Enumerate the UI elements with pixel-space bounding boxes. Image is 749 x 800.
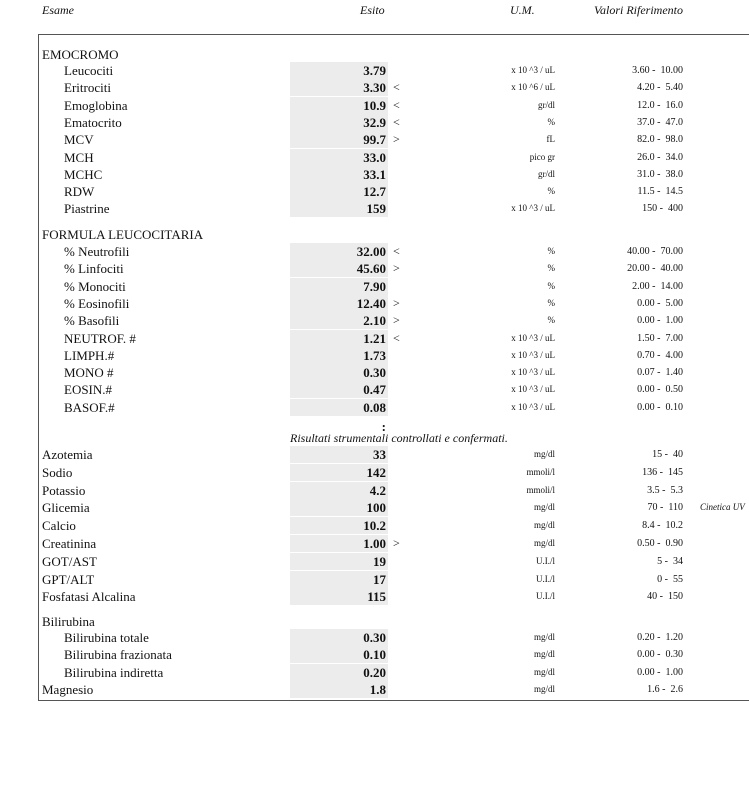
test-value: 33.0 [363, 149, 386, 165]
result-row [0, 646, 749, 663]
test-value: 0.08 [363, 399, 386, 415]
result-row [0, 629, 749, 646]
reference-range: 0.07 - 1.40 [637, 367, 683, 379]
result-row [0, 571, 749, 588]
results-note: Risultati strumentali controllati e confermati. [290, 431, 508, 445]
test-name: Calcio [42, 518, 76, 534]
test-value: 0.20 [363, 664, 386, 680]
test-value: 99.7 [363, 132, 386, 148]
out-of-range-flag: > [393, 261, 400, 276]
test-value: 0.30 [363, 630, 386, 645]
result-row [0, 312, 749, 329]
reference-range: 2.00 - 14.00 [632, 280, 683, 292]
test-value: 0.10 [363, 647, 386, 663]
unit: mg/dl [533, 684, 555, 694]
test-value: 45.60 [356, 261, 386, 277]
test-value: 1.73 [363, 347, 386, 363]
reference-range: 1.50 - 7.00 [637, 332, 683, 344]
test-value: 33 [373, 447, 386, 462]
unit: U.I./l [536, 591, 555, 602]
test-value: 1.8 [369, 682, 386, 697]
out-of-range-flag: < [393, 114, 400, 129]
test-name: BASOF.# [64, 399, 115, 415]
unit: mg/dl [533, 632, 555, 642]
result-row [0, 330, 749, 347]
test-value: 1.21 [363, 330, 386, 346]
test-value: 19 [373, 553, 386, 569]
section-bilirubina: Bilirubina [42, 614, 95, 629]
test-name: Eritrociti [64, 80, 111, 96]
result-row [0, 535, 749, 552]
test-value: 0.30 [363, 365, 386, 381]
out-of-range-flag: < [393, 97, 400, 112]
unit: fL [546, 134, 555, 145]
unit: mg/dl [533, 666, 555, 677]
header-esame: Esame [42, 3, 74, 17]
unit: mmoli/l [526, 484, 555, 495]
reference-range: 26.0 - 34.0 [637, 151, 683, 163]
out-of-range-flag: > [393, 295, 400, 310]
test-value: 115 [367, 589, 386, 605]
unit: x 10 ^3 / uL [511, 65, 555, 75]
unit: mg/dl [533, 449, 555, 459]
section-formula: FORMULA LEUCOCITARIA [42, 227, 204, 242]
unit: pico gr [529, 151, 555, 162]
test-name: Glicemia [42, 500, 90, 516]
note-row [0, 430, 749, 447]
unit: % [547, 246, 555, 256]
reference-range: 3.5 - 5.3 [647, 484, 683, 496]
test-value: 100 [366, 500, 386, 516]
result-row [0, 664, 749, 681]
unit: gr/dl [538, 99, 555, 110]
reference-range: 12.0 - 16.0 [637, 99, 683, 111]
unit: x 10 ^3 / uL [511, 332, 555, 343]
reference-range: 3.60 - 10.00 [632, 65, 683, 76]
out-of-range-flag: < [393, 244, 400, 258]
test-value: 4.2 [369, 482, 386, 498]
result-row [0, 499, 749, 516]
test-name: LIMPH.# [64, 347, 115, 363]
result-row [0, 131, 749, 148]
test-value: 10.2 [363, 518, 386, 534]
test-name: Piastrine [64, 201, 110, 217]
reference-range: 0.00 - 1.00 [637, 666, 683, 678]
test-name: MCV [64, 132, 94, 148]
test-name: Fosfatasi Alcalina [42, 589, 136, 605]
test-value: 33.1 [363, 166, 386, 182]
reference-range: 4.20 - 5.40 [637, 82, 683, 94]
unit: x 10 ^3 / uL [511, 384, 555, 395]
reference-range: 40.00 - 70.00 [627, 246, 683, 257]
reference-range: 136 - 145 [642, 466, 683, 478]
reference-range: 82.0 - 98.0 [637, 134, 683, 146]
result-row [0, 295, 749, 312]
unit: x 10 ^6 / uL [511, 82, 555, 93]
unit: x 10 ^3 / uL [511, 203, 555, 214]
test-name: Magnesio [42, 682, 94, 697]
reference-range: 31.0 - 38.0 [637, 168, 683, 180]
result-row [0, 278, 749, 295]
reference-range: 0 - 55 [657, 573, 683, 585]
test-name: Bilirubina totale [64, 630, 149, 645]
test-value: 32.9 [363, 114, 386, 130]
test-name: EOSIN.# [64, 382, 113, 398]
result-row [0, 681, 749, 698]
unit: U.I./l [536, 573, 555, 584]
unit: % [547, 315, 555, 326]
reference-range: 70 - 110 [647, 502, 683, 514]
test-name: % Basofili [64, 313, 120, 329]
reference-range: 0.00 - 0.30 [637, 649, 683, 661]
result-row [0, 200, 749, 217]
result-row [0, 243, 749, 260]
test-name: Ematocrito [64, 114, 122, 130]
test-name: Emoglobina [64, 97, 128, 113]
out-of-range-flag: > [393, 536, 400, 550]
out-of-range-flag: > [393, 313, 400, 328]
unit: x 10 ^3 / uL [511, 367, 555, 378]
test-name: GOT/AST [42, 553, 97, 569]
result-row [0, 399, 749, 416]
test-value: 12.7 [363, 184, 386, 200]
unit: mg/dl [533, 649, 555, 660]
reference-range: 0.00 - 0.10 [637, 401, 683, 413]
test-name: Azotemia [42, 447, 93, 462]
reference-range: 0.00 - 1.00 [637, 315, 683, 327]
method: Cinetica UV [700, 502, 745, 513]
reference-range: 11.5 - 14.5 [637, 186, 683, 198]
test-name: % Monociti [64, 278, 126, 294]
reference-range: 0.50 - 0.90 [637, 538, 683, 549]
result-row [0, 464, 749, 481]
reference-range: 5 - 34 [657, 555, 683, 567]
unit: mg/dl [533, 538, 555, 548]
result-row [0, 446, 749, 463]
test-name: GPT/ALT [42, 571, 95, 587]
result-row [0, 114, 749, 131]
result-row [0, 381, 749, 398]
test-value: 0.47 [363, 382, 386, 398]
reference-range: 0.20 - 1.20 [637, 632, 683, 643]
result-row [0, 482, 749, 499]
out-of-range-flag: < [393, 330, 400, 345]
test-value: 2.10 [363, 313, 386, 329]
reference-range: 20.00 - 40.00 [627, 263, 683, 275]
reference-range: 0.70 - 4.00 [637, 349, 683, 361]
test-name: Bilirubina frazionata [64, 647, 172, 663]
test-name: NEUTROF. # [64, 330, 136, 346]
reference-range: 37.0 - 47.0 [637, 116, 683, 128]
result-row [0, 62, 749, 79]
header-ref: Valori Riferimento [594, 3, 683, 17]
test-value: 3.79 [363, 63, 386, 78]
test-name: MONO # [64, 365, 114, 381]
test-value: 1.00 [363, 536, 386, 551]
section-emocromo: EMOCROMO [42, 47, 119, 62]
result-row [0, 183, 749, 200]
result-row [0, 588, 749, 605]
test-value: 17 [373, 571, 386, 587]
result-row [0, 79, 749, 96]
colon-mark: : [381, 419, 386, 434]
test-name: MCHC [64, 166, 103, 182]
test-value: 3.30 [363, 80, 386, 96]
unit: % [547, 186, 555, 197]
reference-range: 40 - 150 [647, 591, 683, 603]
test-value: 159 [366, 201, 386, 217]
reference-range: 8.4 - 10.2 [642, 520, 683, 532]
out-of-range-flag: < [393, 80, 400, 95]
unit: gr/dl [538, 168, 555, 179]
unit: % [547, 297, 555, 308]
result-row [0, 517, 749, 534]
unit: mg/dl [533, 502, 555, 513]
result-row [0, 347, 749, 364]
test-name: MCH [64, 149, 94, 165]
test-value: 7.90 [363, 278, 386, 294]
unit: x 10 ^3 / uL [511, 349, 555, 360]
test-name: Sodio [42, 464, 73, 480]
result-row [0, 97, 749, 114]
unit: % [547, 263, 555, 274]
unit: % [547, 116, 555, 127]
reference-range: 15 - 40 [652, 449, 683, 460]
header-um: U.M. [510, 3, 535, 17]
out-of-range-flag: > [393, 132, 400, 147]
test-name: % Neutrofili [64, 244, 130, 259]
test-name: Potassio [42, 482, 86, 498]
result-row [0, 166, 749, 183]
test-value: 142 [366, 464, 386, 480]
test-name: Bilirubina indiretta [64, 664, 164, 680]
result-row [0, 149, 749, 166]
result-row [0, 260, 749, 277]
result-row [0, 364, 749, 381]
unit: U.I./l [536, 555, 555, 566]
test-name: % Eosinofili [64, 295, 130, 311]
reference-range: 0.00 - 5.00 [637, 297, 683, 309]
test-name: Leucociti [64, 63, 114, 78]
unit: mg/dl [533, 520, 555, 531]
header-esito: Esito [360, 3, 385, 17]
reference-range: 150 - 400 [642, 203, 683, 215]
test-name: % Linfociti [64, 261, 124, 277]
test-value: 32.00 [356, 244, 386, 259]
test-name: Creatinina [42, 536, 97, 551]
test-name: RDW [64, 184, 95, 200]
result-row [0, 553, 749, 570]
unit: x 10 ^3 / uL [511, 401, 555, 412]
test-value: 12.40 [356, 295, 386, 311]
unit: mmoli/l [526, 466, 555, 477]
unit: % [547, 280, 555, 291]
test-value: 10.9 [363, 97, 386, 113]
reference-range: 0.00 - 0.50 [637, 384, 683, 396]
reference-range: 1.6 - 2.6 [647, 684, 683, 695]
